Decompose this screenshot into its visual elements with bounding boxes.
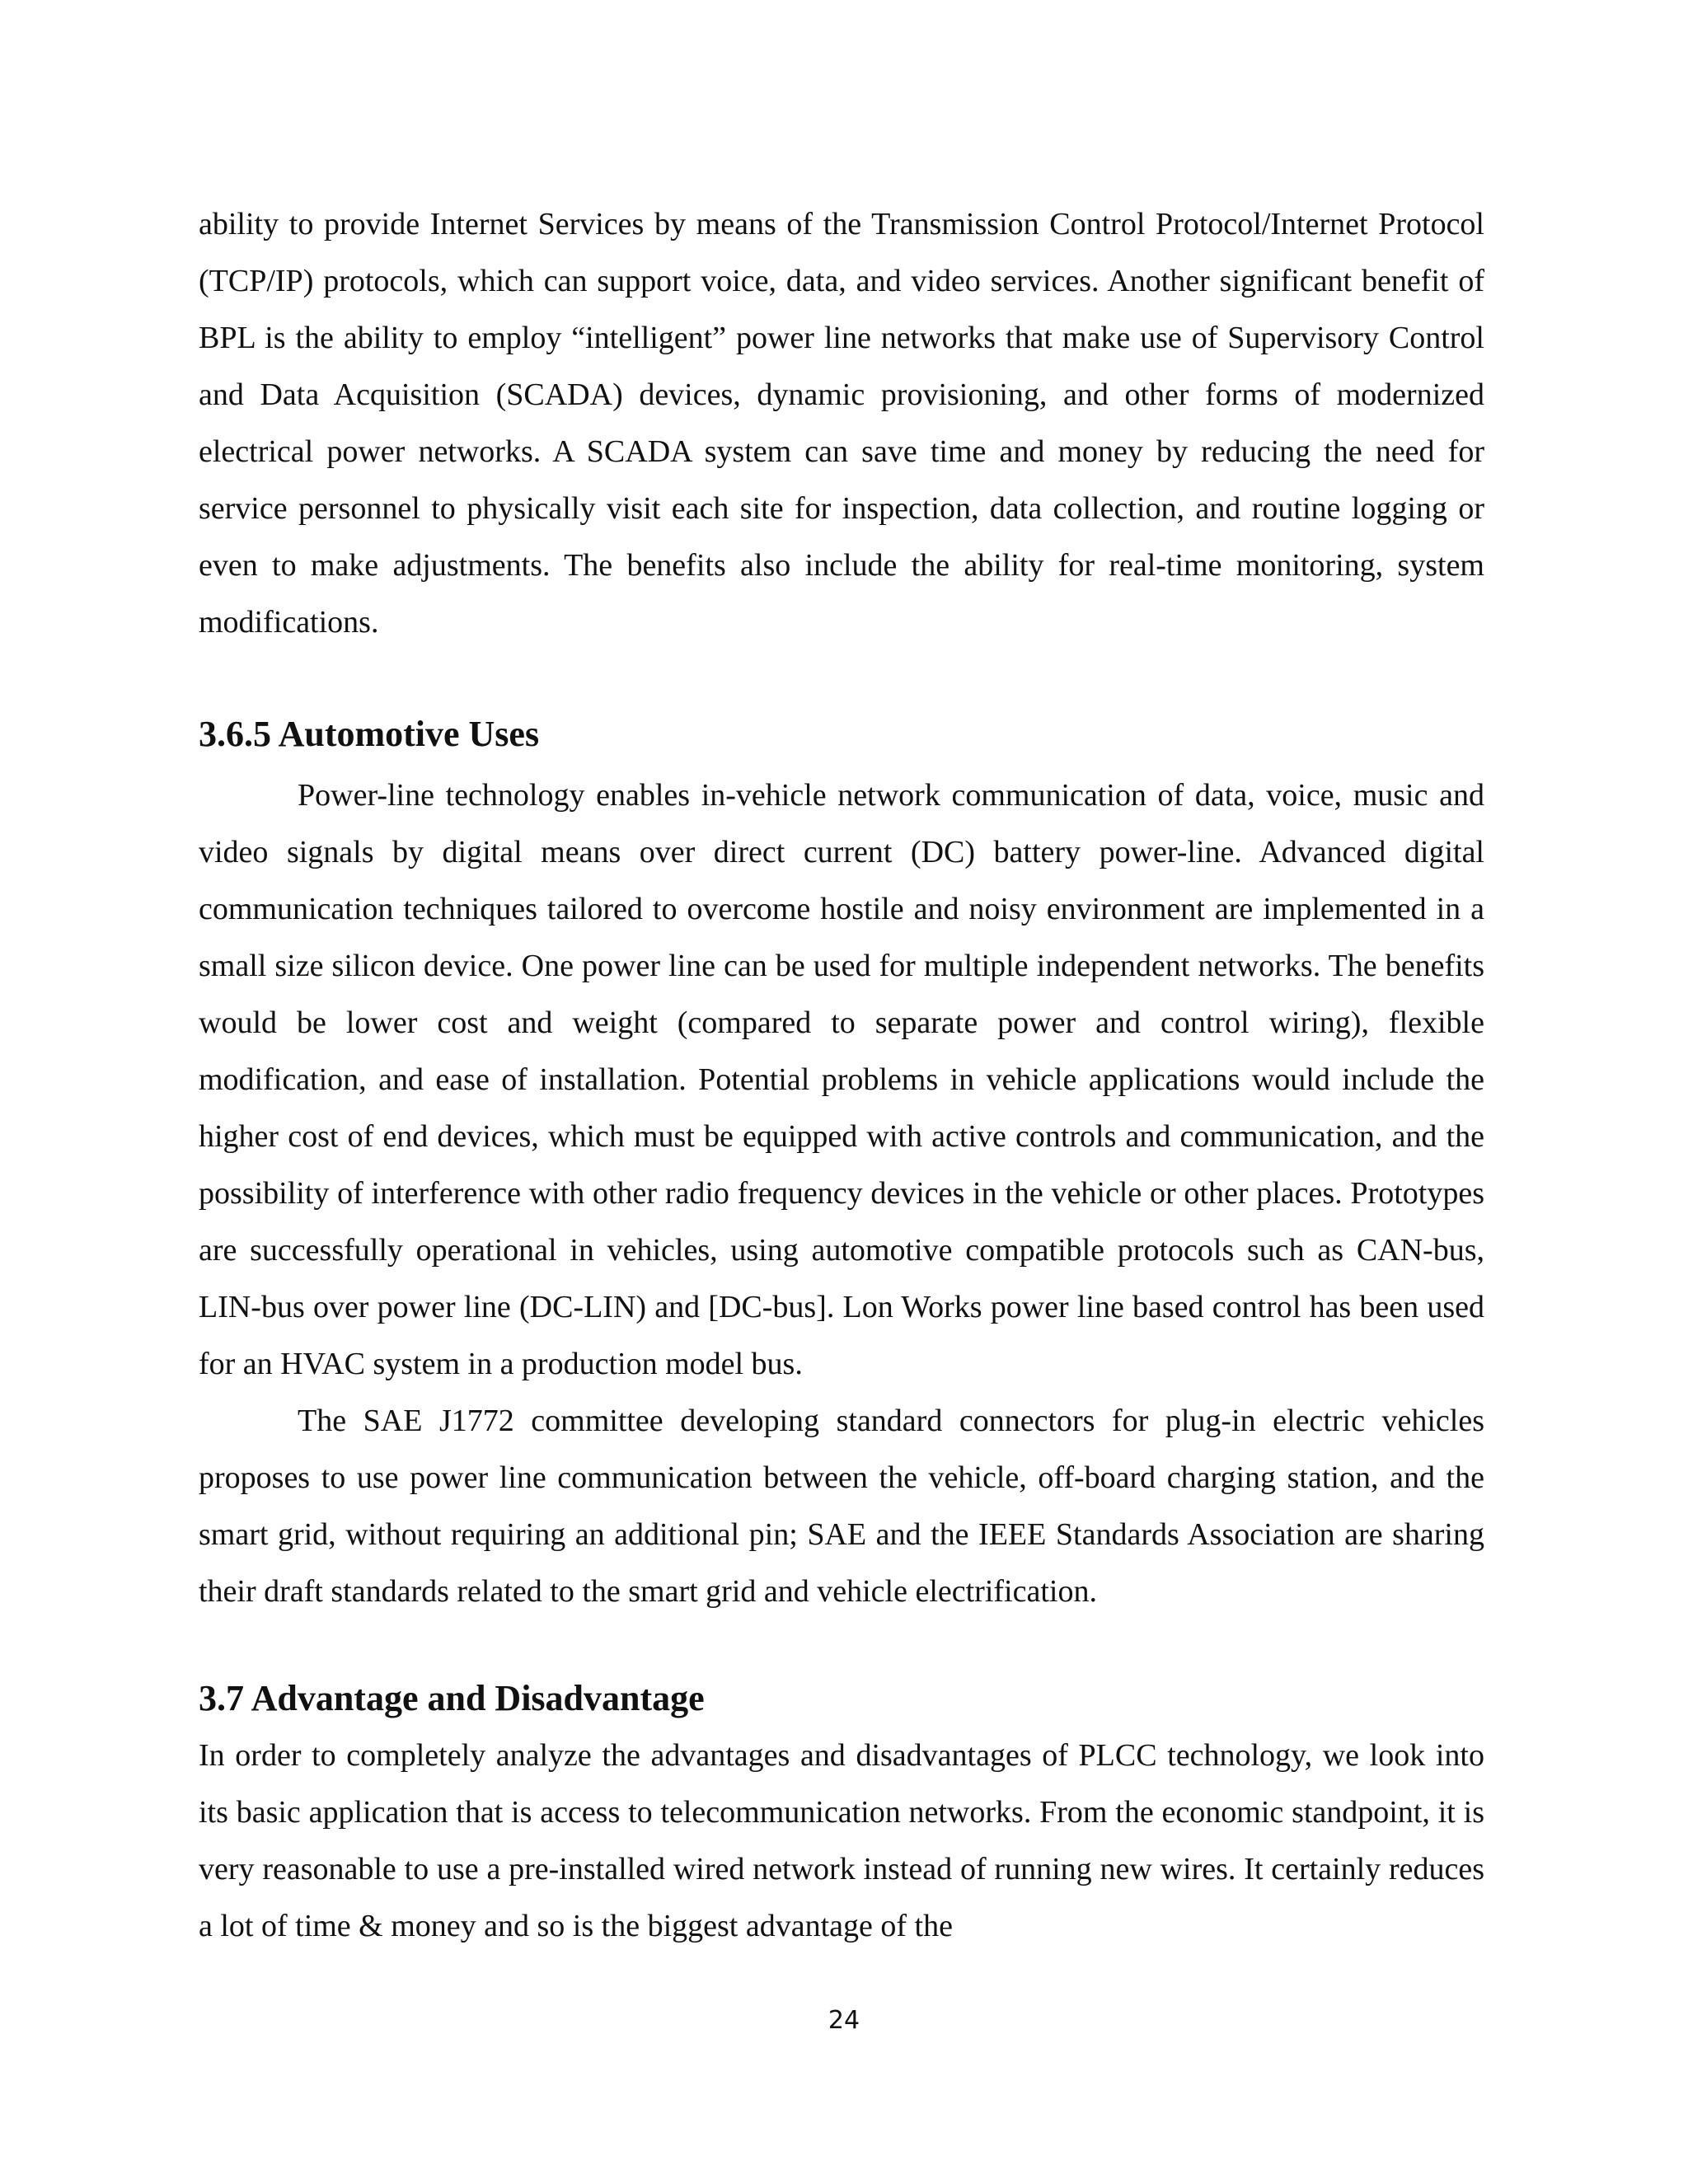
paragraph-plcc-advantages: In order to completely analyze the advantages and disadvantages of PLCC technology, we look into its basic application that is access to telecommunication networks. From the economic standpoint, it is very reasonable to use a pre-installed wired network instead of running new wires. It certainly reduces a lot of time & money and so is the biggest advantage of the: [199, 1738, 1484, 1943]
page-number: 24: [828, 2006, 860, 2035]
section-heading-advantage-disadvantage: 3.7 Advantage and Disadvantage: [199, 1678, 705, 1718]
paragraph-sae-j1772: The SAE J1772 committee developing standard connectors for plug-in electric vehicles proposes to use power line communication between the vehicle, off-board charging station, and the smart grid, without requiring an additional pin; SAE and the IEEE Standards Association are sharing their draft standards related to the smart grid and vehicle electrification.: [199, 1404, 1484, 1609]
section-heading-automotive-uses: 3.6.5 Automotive Uses: [199, 714, 540, 754]
page-body: [199, 196, 1484, 1955]
paragraph-bpl-benefits: ability to provide Internet Services by means of the Transmission Control Protocol/Internet Protocol (TCP/IP) protocols, which can support voice, data, and video services. Another significant benefit of BPL is the ability to employ “intelligent” power line networks that make use of Supervisory Control and Data Acquisition (SCADA) devices, dynamic provisioning, and other forms of modernized electrical power networks. A SCADA system can save time and money by reducing the need for service personnel to physically visit each site for inspection, data collection, and routine logging or even to make adjustments. The benefits also include the ability for real-time monitoring, system modifications.: [199, 207, 1484, 640]
paragraph-automotive-powerline: Power-line technology enables in-vehicle network communication of data, voice, music and video signals by digital means over direct current (DC) battery power-line. Advanced digital communication techniques tailored to overcome hostile and noisy environment are implemented in a small size silicon device. One power line can be used for multiple independent networks. The benefits would be lower cost and weight (compared to separate power and control wiring), flexible modification, and ease of installation. Potential problems in vehicle applications would include the higher cost of end devices, which must be equipped with active controls and communication, and the possibility of interference with other radio frequency devices in the vehicle or other places. Prototypes are successfully operational in vehicles, using automotive compatible protocols such as CAN-bus, LIN-bus over power line (DC-LIN) and [DC-bus]. Lon Works power line based control has been used for an HVAC system in a production model bus.: [199, 778, 1484, 1381]
